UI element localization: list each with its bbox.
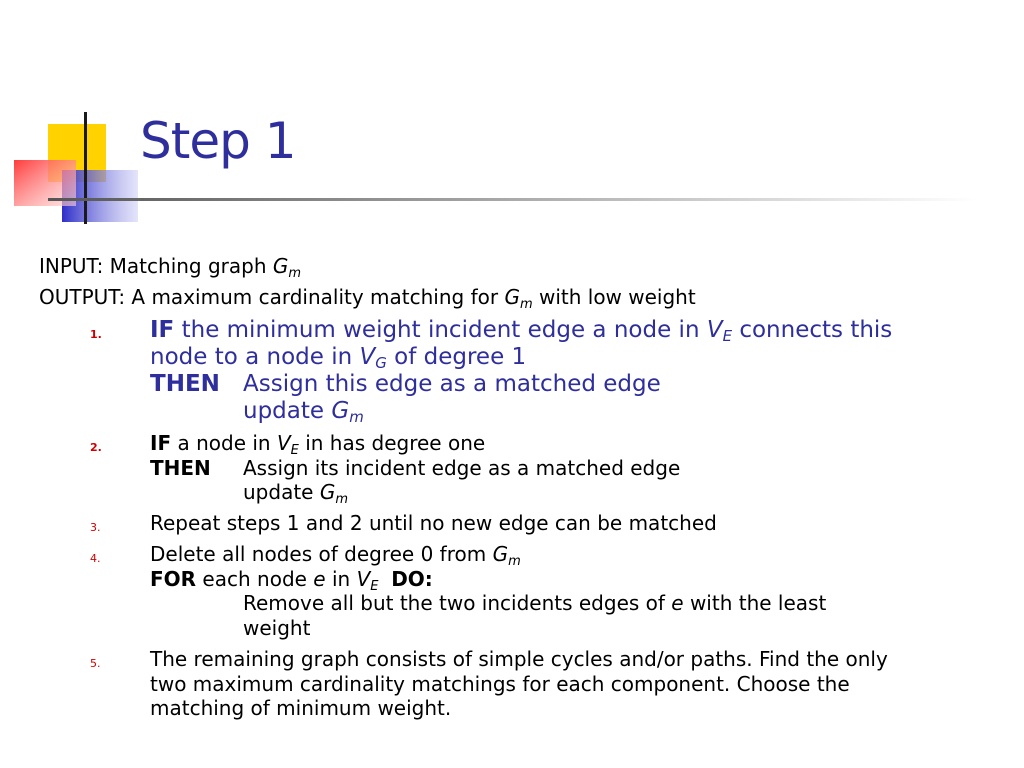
- input-g: G: [272, 254, 289, 278]
- list-item-4: Delete all nodes of degree 0 from $G_m$ FOR each node e in $V_E$ DO:: [150, 542, 521, 594]
- output-g: G: [504, 285, 520, 309]
- then-keyword: THEN: [150, 371, 220, 397]
- list-number-3: 3.: [90, 521, 101, 534]
- horizontal-rule: [48, 198, 978, 201]
- list-item-5: The remaining graph consists of simple cycles and/or paths. Find the only two maximum cardinality matchings for each component. Choose the matching of minimum weight.: [150, 647, 888, 720]
- list-number-1: 1.: [90, 328, 102, 341]
- input-label: INPUT: Matching graph: [39, 254, 273, 278]
- input-sub: m: [288, 266, 302, 281]
- then-text-2: Assign its incident edge as a matched edge: [243, 455, 681, 480]
- input-line: [39, 254, 302, 281]
- vertical-rule: [84, 112, 87, 224]
- update-text-1: update $G_m$: [243, 398, 364, 426]
- list-item-3: Repeat steps 1 and 2 until no new edge can be matched: [150, 511, 717, 535]
- update-text-2: update $G_m$: [243, 480, 348, 507]
- output-sub: m: [519, 297, 533, 312]
- output-rest: with low weight: [532, 285, 696, 309]
- then-text-1: Assign this edge as a matched edge: [243, 371, 661, 397]
- list-number-2: 2.: [90, 441, 102, 454]
- if-keyword: IF: [150, 317, 175, 343]
- output-line: [39, 285, 696, 312]
- list-number-4: 4.: [90, 552, 101, 565]
- list-item-1: IF the minimum weight incident edge a node in $V_E$ connects this node to a node in $V_G$ of degree 1 THEN: [150, 317, 893, 397]
- output-label: OUTPUT: A maximum cardinality matching for: [39, 285, 505, 309]
- list-number-5: 5.: [90, 657, 101, 670]
- list-item-2: IF a node in $V_E$ in has degree one THEN: [150, 431, 486, 480]
- remove-text: Remove all but the two incidents edges of e with the least weight: [243, 591, 827, 640]
- page-title: Step 1: [140, 112, 296, 170]
